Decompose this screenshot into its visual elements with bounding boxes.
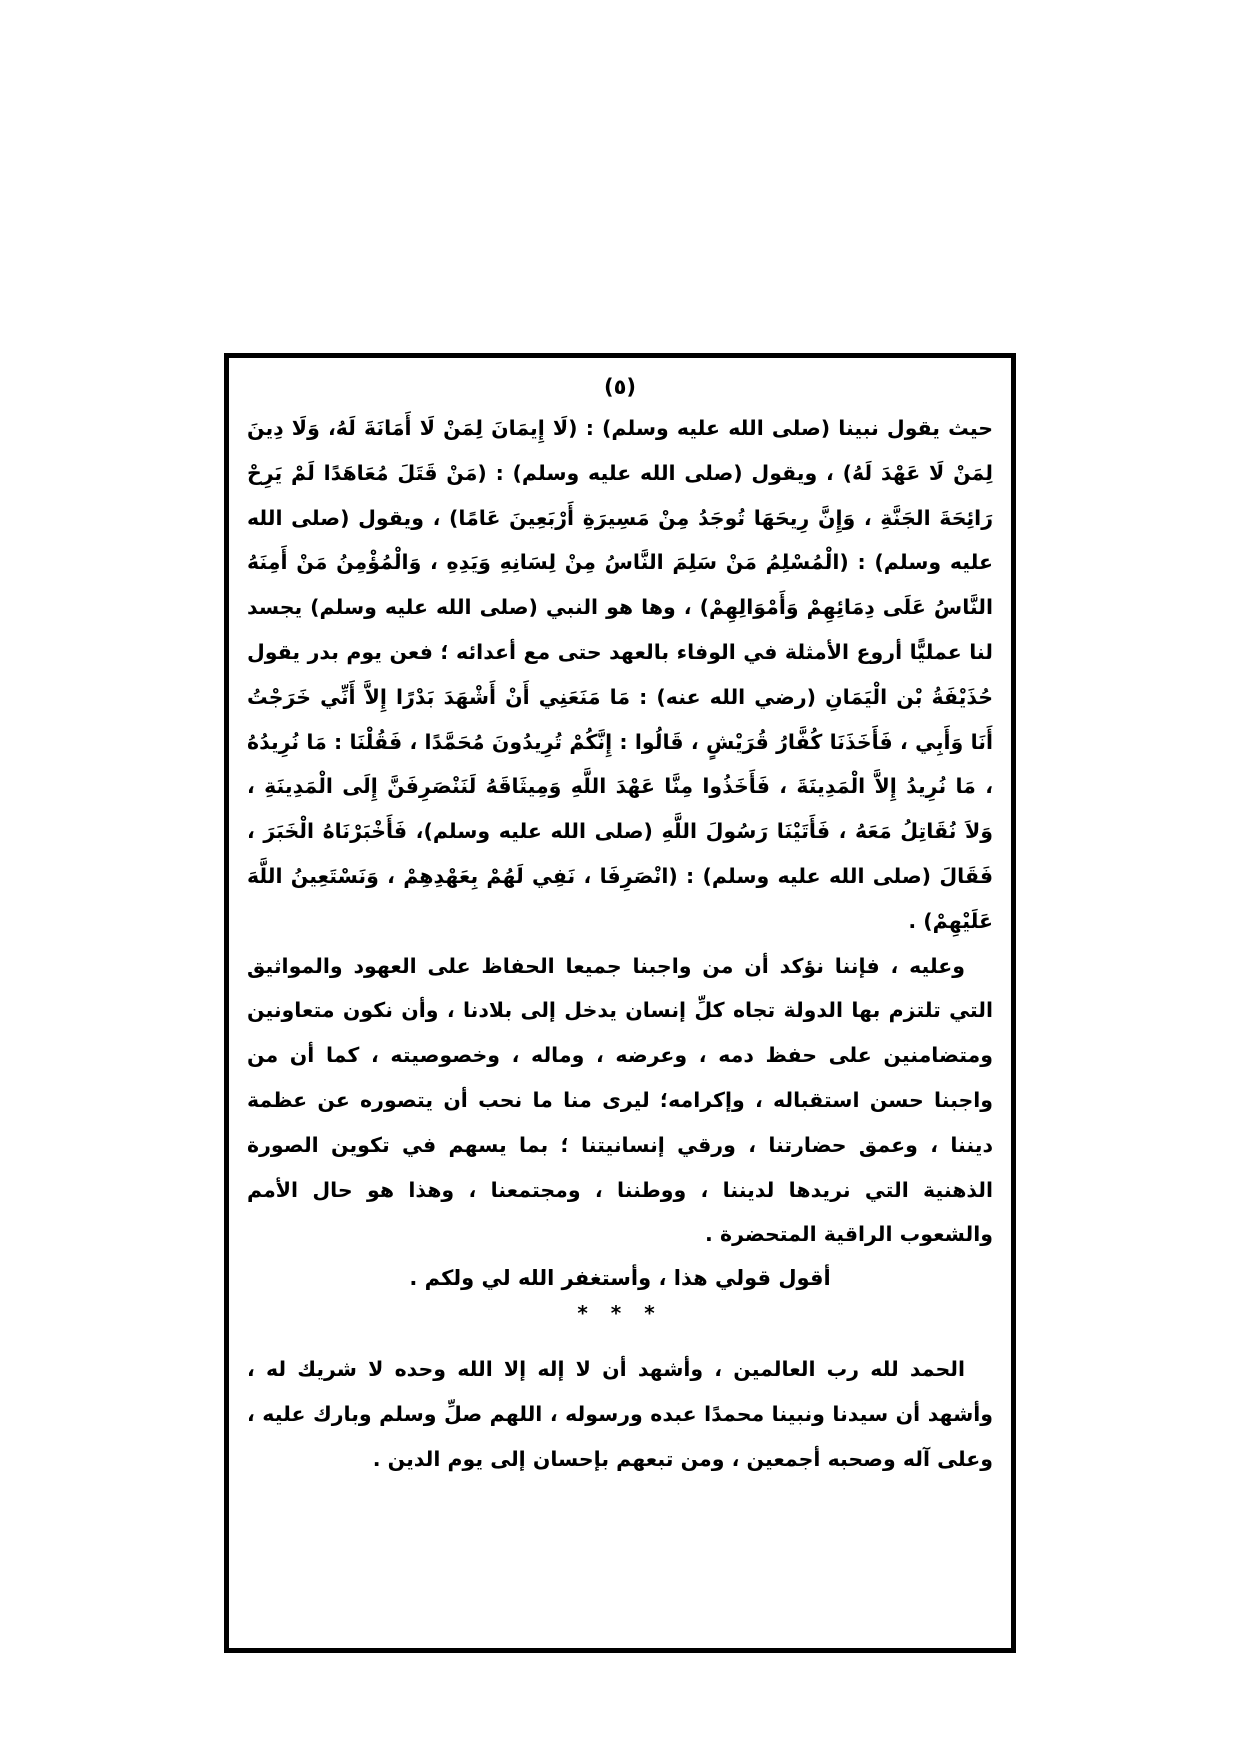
page-number: (٥) xyxy=(603,375,637,399)
page-border-frame xyxy=(224,353,1016,1653)
hadith-paragraph: حيث يقول نبينا (صلى الله عليه وسلم) : (لَا إِيمَانَ لِمَنْ لَا أَمَانَةَ لَهُ، وَلَا دِينَ لِمَنْ لَا عَهْدَ لَهُ) ، ويقول (صلى الله عليه وسلم) : (مَنْ قَتَلَ مُعَاهَدًا لَمْ يَرِحْ رَائِحَةَ الجَنَّةِ ، وَإِنَّ رِيحَهَا تُوجَدُ مِنْ مَسِيرَةِ أَرْبَعِينَ عَامًا) ، ويقول (صلى الله عليه وسلم) : (الْمُسْلِمُ مَنْ سَلِمَ النَّاسُ مِنْ لِسَانِهِ وَيَدِهِ ، وَالْمُؤْمِنُ مَنْ أَمِنَهُ النَّاسُ عَلَى دِمَائِهِمْ وَأَمْوَالِهِمْ) ، وها هو النبي (صلى الله عليه وسلم) يجسد لنا عمليًّا أروع الأمثلة في الوفاء بالعهد حتى مع أعدائه ؛ فعن يوم بدر يقول حُذَيْفَةُ بْن الْيَمَانِ (رضي الله عنه) : مَا مَنَعَنِي أَنْ أَشْهَدَ بَدْرًا إِلاَّ أَنِّي خَرَجْتُ أَنَا وَأَبِي ، فَأَخَذَنَا كُفَّارُ قُرَيْشٍ ، قَالُوا : إِنَّكُمْ تُرِيدُونَ مُحَمَّدًا ، فَقُلْنَا : مَا نُرِيدُهُ ، مَا نُرِيدُ إِلاَّ الْمَدِينَةَ ، فَأَخَذُوا مِنَّا عَهْدَ اللَّهِ وَمِيثَاقَهُ لَنَنْصَرِفَنَّ إِلَى الْمَدِينَةِ ، وَلاَ نُقَاتِلُ مَعَهُ ، فَأَتَيْنَا رَسُولَ اللَّهِ (صلى الله عليه وسلم)، فَأَخْبَرْنَاهُ الْخَبَرَ ، فَقَالَ (صلى الله عليه وسلم) : (انْصَرِفَا ، نَفِي لَهُمْ بِعَهْدِهِمْ ، وَنَسْتَعِينُ اللَّهَ عَلَيْهِمْ) . xyxy=(247,416,993,933)
commentary-paragraph: وعليه ، فإننا نؤكد أن من واجبنا جميعا الحفاظ على العهود والمواثيق التي تلتزم بها الدولة تجاه كلِّ إنسان يدخل إلى بلادنا ، وأن نكون متعاونين ومتضامنين على حفظ دمه ، وعرضه ، وماله ، وخصوصيته ، كما أن من واجبنا حسن استقباله ، وإكرامه؛ ليرى منا ما نحب أن يتصوره عن عظمة ديننا ، وعمق حضارتنا ، ورقي إنسانيتنا ؛ بما يسهم في تكوين الصورة الذهنية التي نريدها لديننا ، ووطننا ، ومجتمعنا ، وهذا هو حال الأمم والشعوب الراقية المتحضرة . xyxy=(247,953,993,1247)
final-paragraph: الحمد لله رب العالمين ، وأشهد أن لا إله إلا الله وحده لا شريك له ، وأشهد أن سيدنا ونبينا محمدًا عبده ورسوله ، اللهم صلِّ وسلم وبارك عليه ، وعلى آله وصحبه أجمعين ، ومن تبعهم بإحسان إلى يوم الدين . xyxy=(247,1357,993,1471)
closing-line: أقول قولي هذا ، وأستغفر الله لي ولكم . xyxy=(409,1266,831,1291)
section-separator: * * * xyxy=(577,1301,663,1326)
page-content xyxy=(247,370,993,1482)
